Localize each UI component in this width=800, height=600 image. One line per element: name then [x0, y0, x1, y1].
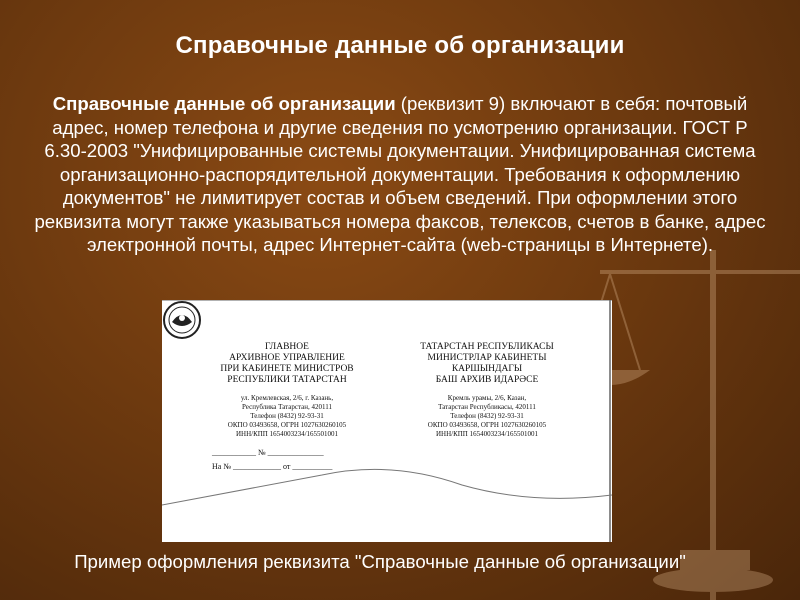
right-line: КАРШЫНДАГЫ: [451, 364, 523, 374]
body-paragraph: [30, 92, 770, 257]
right-details: [392, 394, 582, 439]
document-left-column: [192, 342, 382, 439]
document-right-column: [392, 342, 582, 439]
right-detail: ИНН/КПП 1654003234/165501001: [435, 430, 539, 438]
right-line: БАШ АРХИВ ИДАРӘСЕ: [435, 375, 539, 385]
left-line: РЕСПУБЛИКИ ТАТАРСТАН: [227, 375, 347, 385]
right-detail: Татарстан Республикасы, 420111: [438, 403, 536, 411]
right-detail: Телефон (8432) 92-93-31: [450, 412, 524, 420]
right-detail: Кремль урамы, 2/6, Казан,: [447, 394, 527, 402]
left-detail: Республика Татарстан, 420111: [242, 403, 332, 411]
reference-number-line: На № ____________ от __________: [212, 462, 333, 471]
left-detail: ул. Кремлевская, 2/6, г. Казань,: [240, 394, 334, 402]
left-line: ПРИ КАБИНЕТЕ МИНИСТРОВ: [220, 364, 354, 374]
slide-title: Справочные данные об организации: [175, 32, 625, 59]
left-detail: Телефон (8432) 92-93-31: [250, 412, 324, 420]
example-caption: Пример оформления реквизита "Справочные данные об организации": [74, 551, 686, 572]
document-sample: [162, 300, 612, 542]
right-line: ТАТАРСТАН РЕСПУБЛИКАСЫ: [420, 342, 554, 352]
left-line: ГЛАВНОЕ: [265, 342, 309, 352]
left-line: АРХИВНОЕ УПРАВЛЕНИЕ: [229, 353, 345, 363]
body-description: (реквизит 9) включают в себя: почтовый адрес, номер телефона и другие сведения по усмотрению организации. ГОСТ Р 6.30-2003 "Унифицированные системы документации. Унифицированная система организационно-распорядительной документации. Требования к оформлению документов" не лимитирует состав и объем сведений. При оформлении этого реквизита могут также указываться номера факсов, телексов, счетов в банке, адрес электронной почты, адрес Интернет-сайта (web-страницы в Интернете).: [34, 93, 766, 255]
right-detail: ОКПО 03493658, ОГРН 1027630260105: [427, 421, 547, 429]
emblem-icon: [162, 300, 202, 340]
body-bold-term: Справочные данные об организации: [52, 93, 396, 114]
registration-number-line: ___________ № ______________: [212, 448, 324, 457]
right-line: МИНИСТРЛАР КАБИНЕТЫ: [427, 353, 547, 363]
left-detail: ОКПО 03493658, ОГРН 1027630260105: [227, 421, 347, 429]
left-details: [192, 394, 382, 439]
left-detail: ИНН/КПП 1654003234/165501001: [235, 430, 339, 438]
